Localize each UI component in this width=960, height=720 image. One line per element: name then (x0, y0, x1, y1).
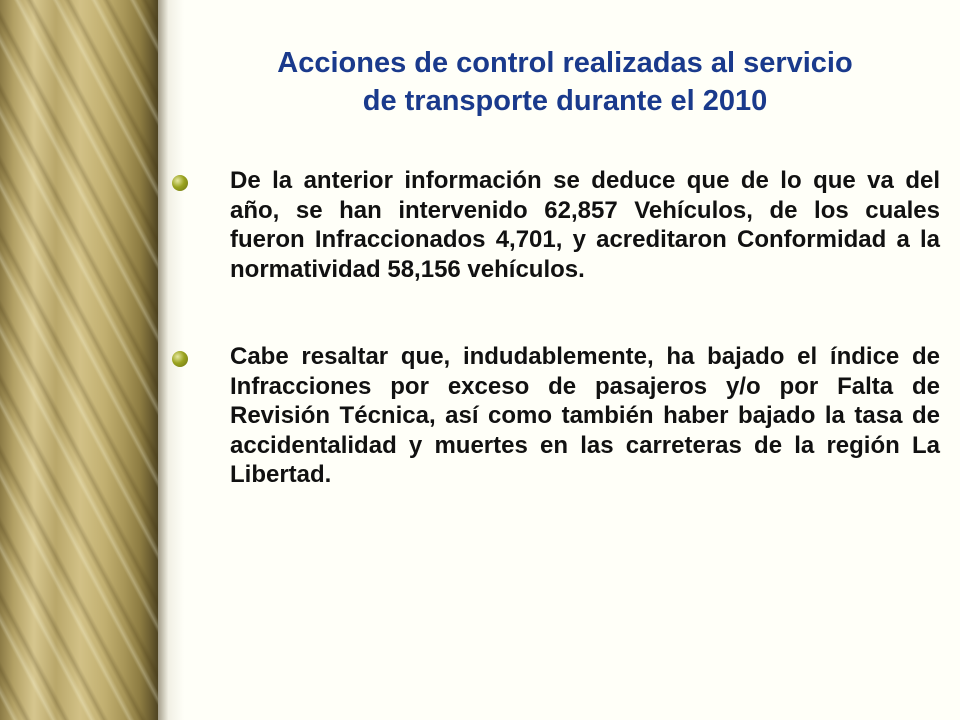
decorative-wood-band (0, 0, 158, 720)
bullet-text-1: De la anterior información se deduce que de lo que va del año, se han intervenido 62,857 Vehículos, de los cuales fueron Infraccionados 4,701, y acreditaron Conformidad a la normatividad 58,156 vehículos. (230, 167, 940, 283)
slide-title-line-1: Acciones de control realizadas al servicio (277, 47, 853, 79)
slide-title (170, 44, 960, 120)
bullet-dot-icon (172, 175, 188, 191)
bullet-item-1 (172, 166, 940, 284)
bullet-text-2: Cabe resaltar que, indudablemente, ha bajado el índice de Infracciones por exceso de pasajeros y/o por Falta de Revisión Técnica, así como también haber bajado la tasa de accidentalidad y muertes en las carreteras de la región La Libertad. (230, 343, 940, 488)
bullet-dot-icon (172, 351, 188, 367)
bullet-list (172, 166, 940, 548)
bullet-item-2 (172, 342, 940, 490)
slide-title-line-2: de transporte durante el 2010 (362, 85, 768, 117)
